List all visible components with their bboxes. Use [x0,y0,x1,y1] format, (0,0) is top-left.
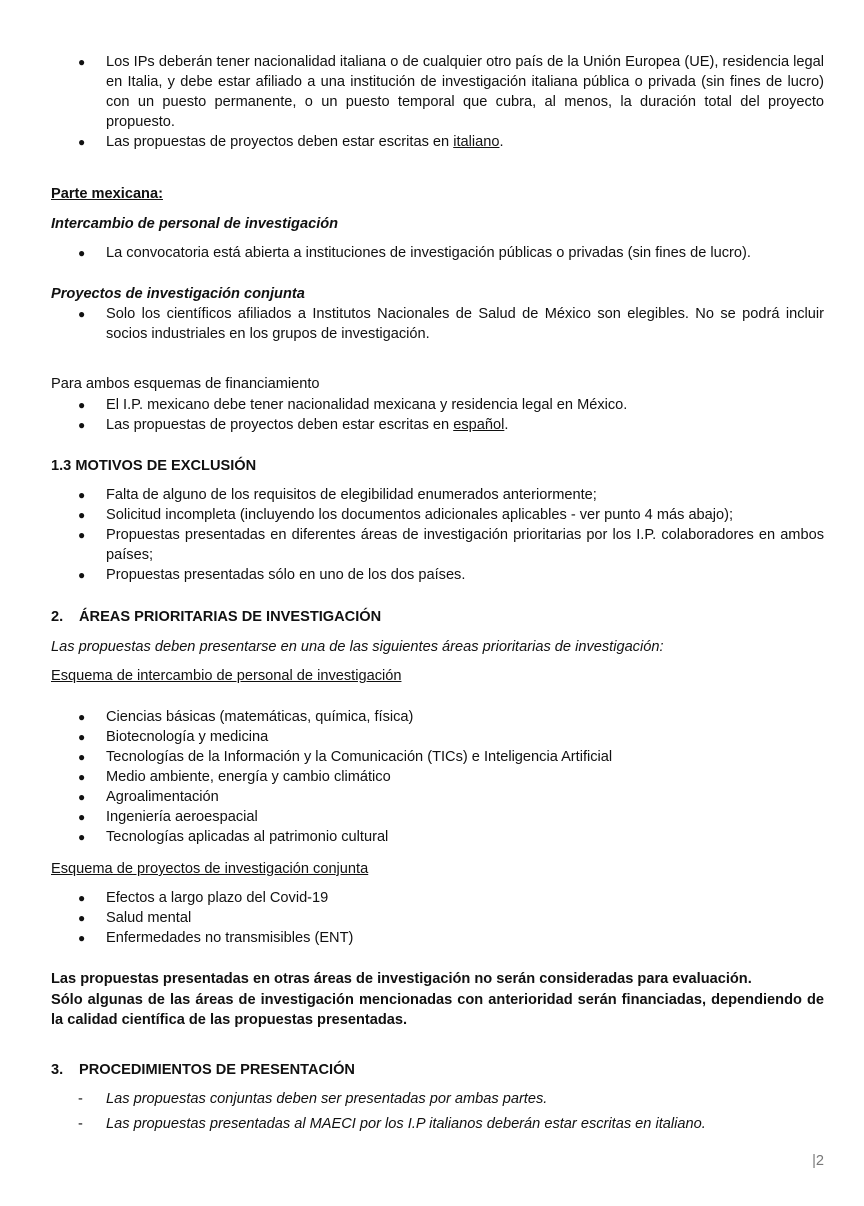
areas-heading [51,607,381,627]
list-item: ● Enfermedades no transmisibles (ENT) [78,928,824,948]
list-item: ● Ciencias básicas (matemáticas, química, física) [78,707,824,727]
section-number: 3. [51,1062,64,1078]
language-spanish: español [453,417,505,433]
joint-list [78,304,824,344]
list-item: ● Salud mental [78,908,824,928]
italian-requirements-list [78,52,824,152]
page-number: |2 [812,1153,824,1169]
exclusion-list [78,485,824,585]
mexican-part-title: Parte mexicana: [51,186,163,202]
both-schemes-intro: Para ambos esquemas de financiamiento [51,376,320,392]
list-item: ● Ingeniería aeroespacial [78,807,824,827]
exchange-list [78,243,824,263]
punctuation: . [504,417,509,433]
section-title: PROCEDIMIENTOS DE PRESENTACIÓN [79,1062,355,1078]
list-item: ● Biotecnología y medicina [78,727,824,747]
areas-note-2: Sólo algunas de las áreas de investigación mencionadas con anterioridad serán financiadas, dependiendo de la calidad científica de las propuestas presentadas. [51,992,824,1028]
list-item: ● El I.P. mexicano debe tener nacionalidad mexicana y residencia legal en México. [78,395,824,415]
list-item: ● Solo los científicos afiliados a Institutos Nacionales de Salud de México son elegibles. No se podrá incluir socios industriales en los grupos de investigación. [78,304,824,344]
list-item-text: Las propuestas de proyectos deben estar escritas en [106,134,454,150]
list-item: ● La convocatoria está abierta a instituciones de investigación públicas o privadas (sin fines de lucro). [78,243,824,263]
list-item: - Las propuestas presentadas al MAECI por los I.P italianos deberán estar escritas en italiano. [78,1114,824,1134]
exchange-subtitle: Intercambio de personal de investigación [51,216,339,232]
exclusion-title: 1.3 MOTIVOS DE EXCLUSIÓN [51,458,257,474]
list-item: - Las propuestas conjuntas deben ser presentadas por ambas partes. [78,1089,824,1109]
list-item: ● Efectos a largo plazo del Covid-19 [78,888,824,908]
list-item-text: Las propuestas de proyectos deben estar escritas en [106,417,454,433]
list-item: ● Tecnologías aplicadas al patrimonio cultural [78,827,824,847]
exchange-areas-list [78,707,824,847]
joint-scheme-title: Esquema de proyectos de investigación conjunta [51,861,369,877]
joint-areas-list [78,888,824,948]
areas-note-1: Las propuestas presentadas en otras áreas de investigación no serán consideradas para evaluación. [51,971,752,987]
list-item [78,415,824,435]
list-item: ● Propuestas presentadas sólo en uno de los dos países. [78,565,824,585]
exchange-scheme-title: Esquema de intercambio de personal de investigación [51,668,402,684]
list-item: ● Solicitud incompleta (incluyendo los documentos adicionales aplicables - ver punto 4 más abajo); [78,505,824,525]
areas-intro: Las propuestas deben presentarse en una de las siguientes áreas prioritarias de investigación: [51,639,664,655]
procedures-list [78,1089,824,1139]
list-item: ● Falta de alguno de los requisitos de elegibilidad enumerados anteriormente; [78,485,824,505]
joint-subtitle: Proyectos de investigación conjunta [51,286,305,302]
punctuation: . [499,134,504,150]
list-item [78,132,824,152]
section-title: ÁREAS PRIORITARIAS DE INVESTIGACIÓN [79,609,382,625]
list-item: ● Los IPs deberán tener nacionalidad italiana o de cualquier otro país de la Unión Europea (UE), residencia legal en Italia, y debe estar afiliado a una institución de investigación italiana pública o privada (sin fines de lucro) con un puesto permanente, o un puesto temporal que cubra, al menos, la duración total del proyecto propuesto. [78,52,824,132]
both-schemes-list [78,395,824,435]
list-item: ● Propuestas presentadas en diferentes áreas de investigación prioritarias por los I.P. colaboradores en ambos países; [78,525,824,565]
list-item: ● Medio ambiente, energía y cambio climático [78,767,824,787]
section-number: 2. [51,609,64,625]
language-italian: italiano [453,134,500,150]
procedures-heading [51,1060,355,1080]
list-item: ● Agroalimentación [78,787,824,807]
list-item: ● Tecnologías de la Información y la Comunicación (TICs) e Inteligencia Artificial [78,747,824,767]
